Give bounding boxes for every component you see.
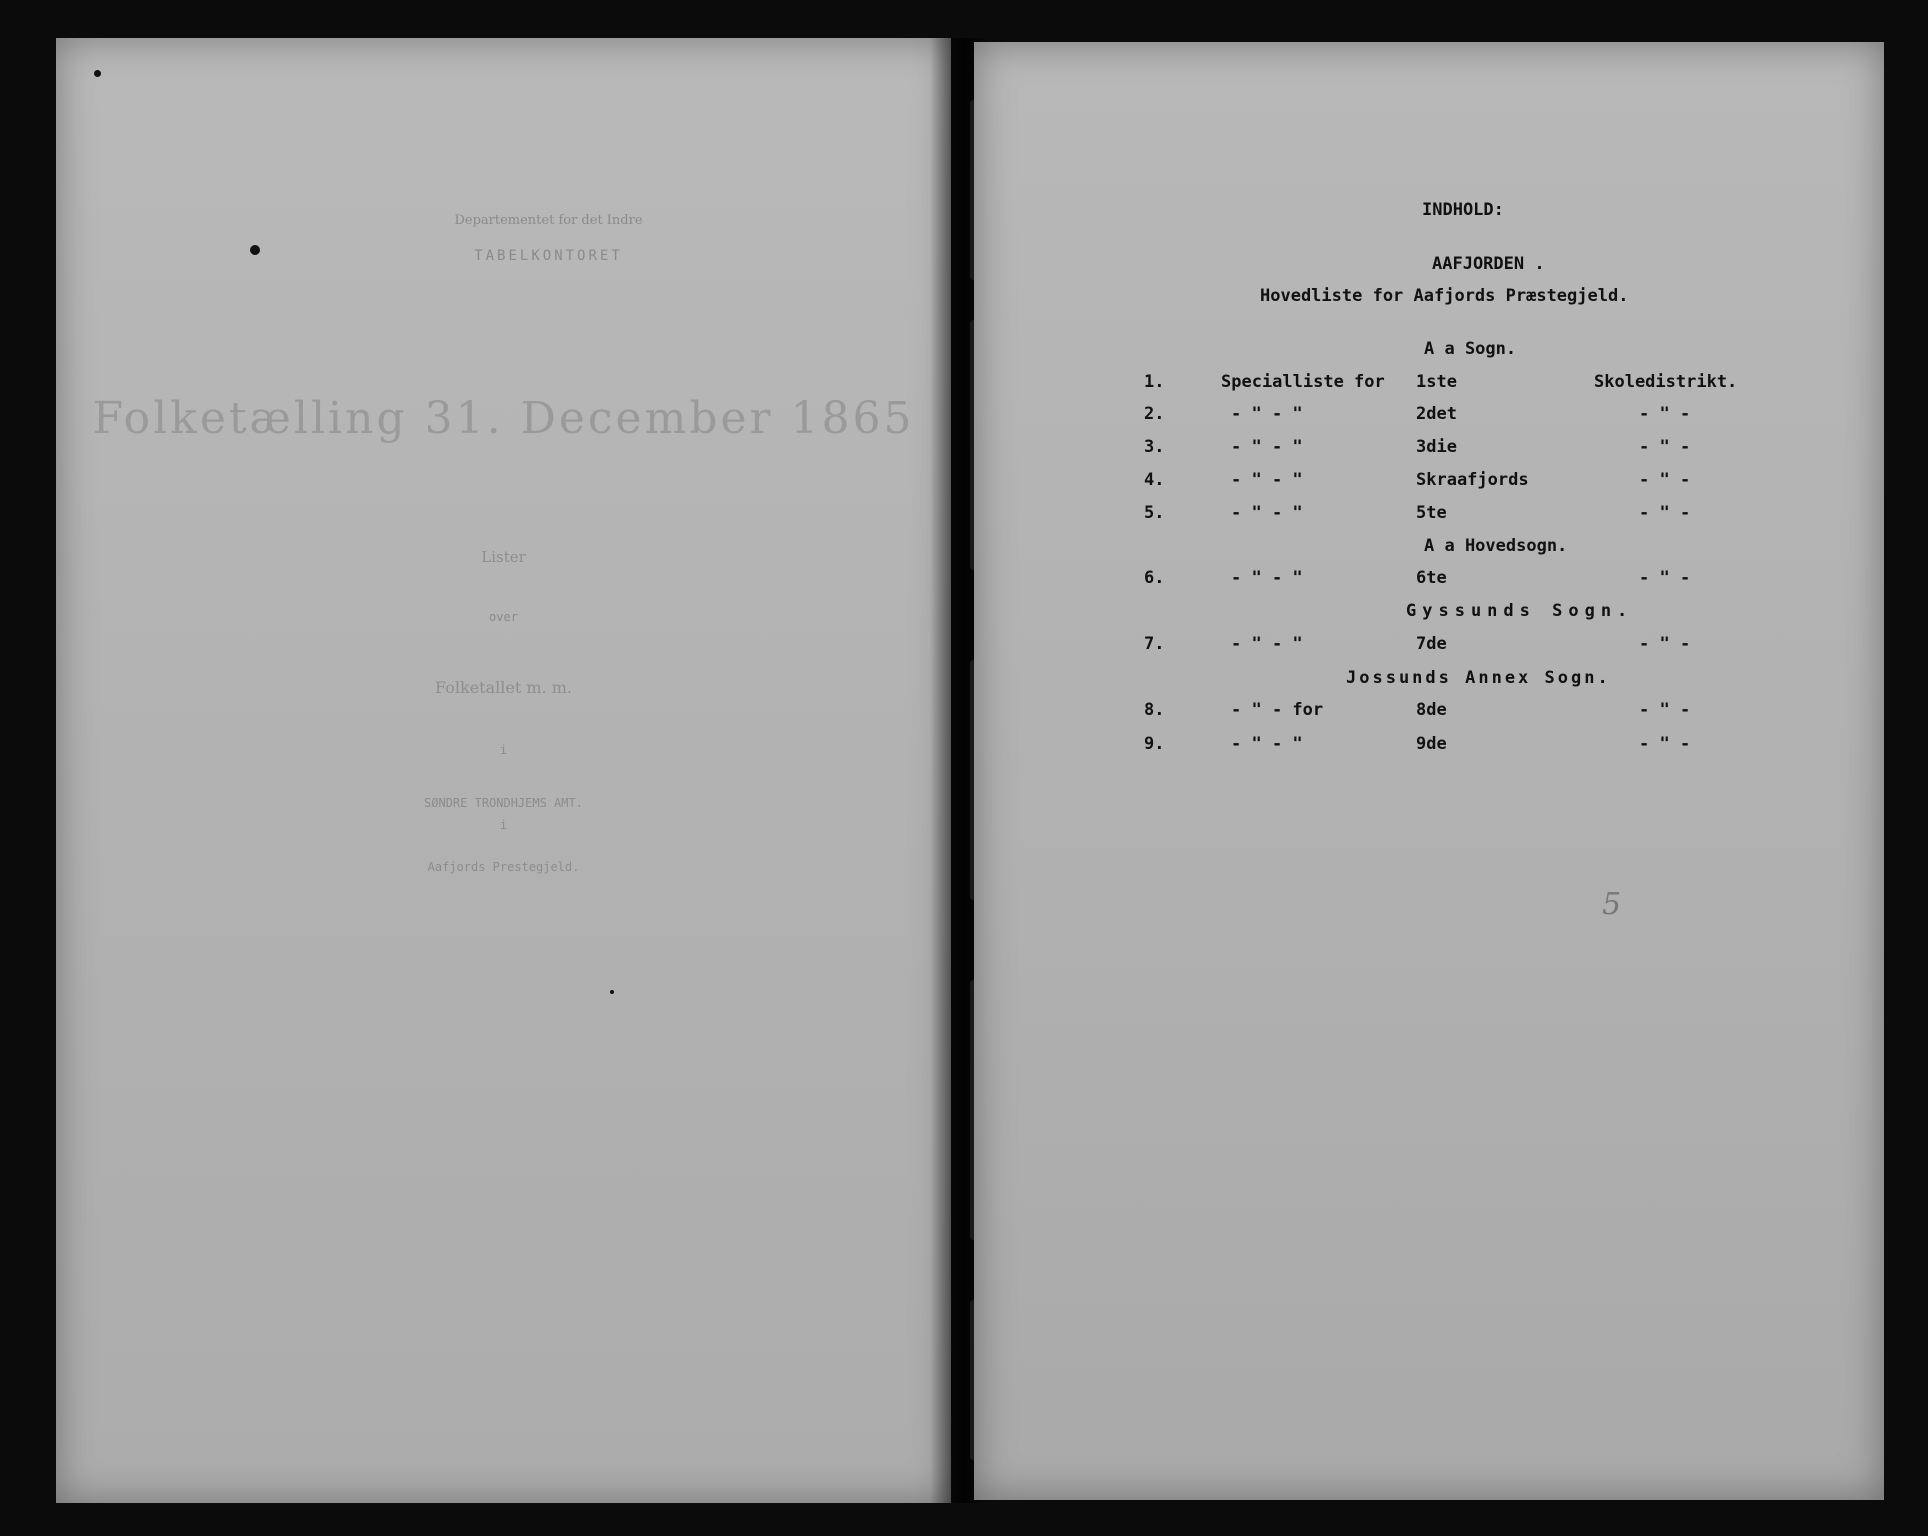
row-district: Skraafjords [1416, 470, 1529, 490]
row-spec: Specialliste for [1221, 372, 1385, 392]
i-line: i [499, 818, 508, 832]
right-page [974, 42, 1884, 1500]
main-list-line: Hovedliste for Aafjords Præstegjeld. [1260, 286, 1629, 306]
section-header: Jossunds Annex Sogn. [1346, 668, 1611, 688]
row-district: 2det [1416, 404, 1457, 424]
row-number: 6. [1144, 568, 1165, 588]
county-line: SØNDRE TRONDHJEMS AMT. [424, 796, 583, 810]
row-school: - " - [1639, 437, 1691, 457]
section-header: Gyssunds Sogn. [1406, 601, 1634, 621]
ink-dot [250, 245, 260, 255]
ink-dot [610, 990, 614, 994]
row-spec: - " - for [1231, 700, 1324, 720]
row-number: 7. [1144, 634, 1165, 654]
row-district: 9de [1416, 734, 1447, 754]
row-school: - " - [1639, 503, 1691, 523]
row-district: 8de [1416, 700, 1447, 720]
section-header: A a Hovedsogn. [1424, 536, 1568, 556]
section-header: A a Sogn. [1424, 339, 1517, 359]
page-number-mark: 5 [1602, 887, 1622, 922]
parish-line: Aafjords Prestegjeld. [427, 860, 580, 874]
year-line: i [499, 743, 508, 757]
row-number: 2. [1144, 404, 1165, 424]
row-school: - " - [1639, 634, 1691, 654]
row-district: 3die [1416, 437, 1457, 457]
row-spec: - " - " [1231, 404, 1303, 424]
row-number: 4. [1144, 470, 1165, 490]
office-line: TABELKONTORET [474, 248, 623, 264]
row-school: - " - [1639, 568, 1691, 588]
row-school: - " - [1639, 700, 1691, 720]
row-number: 1. [1144, 372, 1165, 392]
row-number: 5. [1144, 503, 1165, 523]
row-district: 6te [1416, 568, 1447, 588]
district-name: AAFJORDEN . [1432, 254, 1545, 274]
census-title: Folketælling 31. December 1865 [92, 393, 915, 444]
row-school: Skoledistrikt. [1594, 372, 1738, 392]
row-school: - " - [1639, 404, 1691, 424]
contents-heading: INDHOLD: [1422, 200, 1504, 220]
left-page [56, 38, 951, 1503]
row-number: 9. [1144, 734, 1165, 754]
row-number: 3. [1144, 437, 1165, 457]
row-spec: - " - " [1231, 734, 1303, 754]
row-spec: - " - " [1231, 634, 1303, 654]
row-spec: - " - " [1231, 437, 1303, 457]
row-district: 1ste [1416, 372, 1457, 392]
row-district: 7de [1416, 634, 1447, 654]
row-school: - " - [1639, 734, 1691, 754]
lister-line: Lister [481, 548, 526, 566]
row-district: 5te [1416, 503, 1447, 523]
row-spec: - " - " [1231, 503, 1303, 523]
over-line: over [489, 610, 518, 624]
row-spec: - " - " [1231, 470, 1303, 490]
ink-dot [94, 70, 101, 77]
department-line: Departementet for det Indre [454, 213, 643, 228]
row-spec: - " - " [1231, 568, 1303, 588]
row-school: - " - [1639, 470, 1691, 490]
row-number: 8. [1144, 700, 1165, 720]
folketallet-line: Folketallet m. m. [435, 678, 572, 697]
